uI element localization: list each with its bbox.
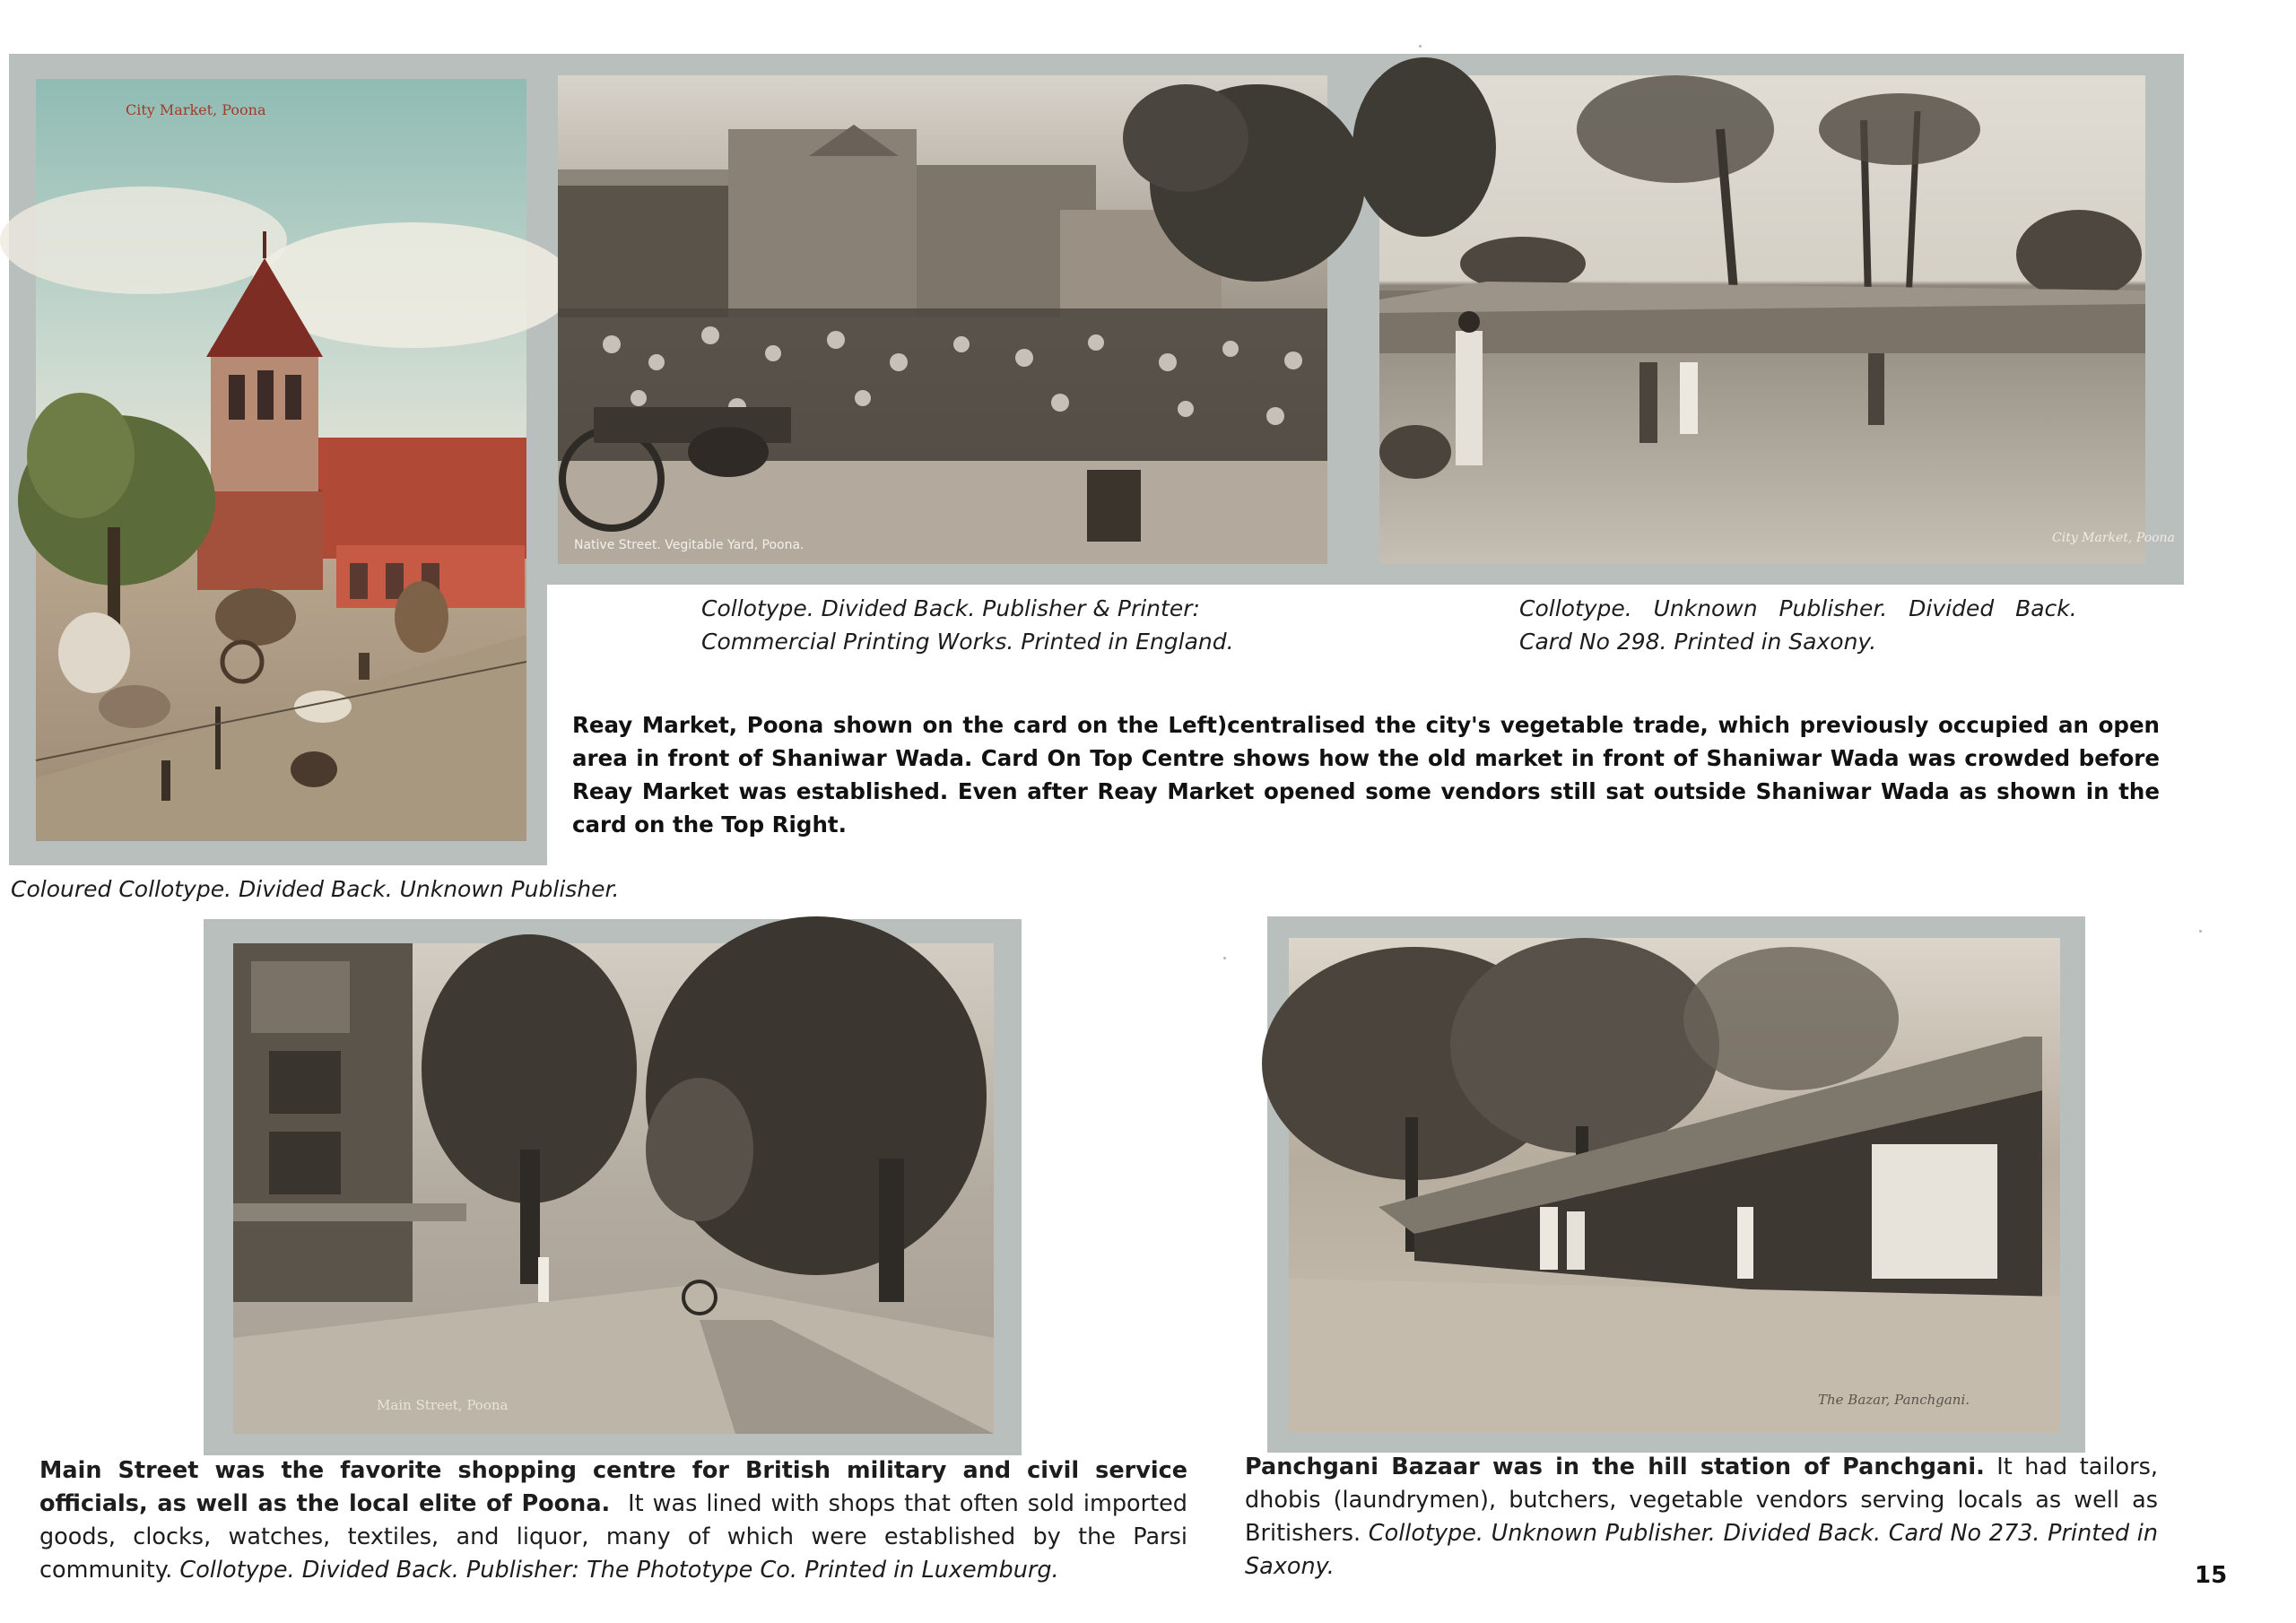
page-number: 15 [2195,1562,2228,1589]
panchgani-printed-title: The Bazar, Panchgani. [1818,1392,1970,1408]
city-market-sepia-caption-line1: Collotype. Unknown Publisher. Divided Back. [1519,595,2077,621]
stray-mark [1419,45,1422,48]
stray-mark [2199,930,2202,933]
city-market-sepia-postcard [1379,75,2175,564]
city-market-sepia-caption-line2: Card No 298. Printed in Saxony. [1519,629,1877,655]
native-street-caption-line2: Commercial Printing Works. Printed in England. [701,629,1234,655]
panchgani-paragraph [1245,1451,2158,1584]
city-market-sepia-printed-title: City Market, Poona [2052,531,2175,545]
panchgani-paragraph-bold: Panchgani Bazaar was in the hill station of Panchgani. [1245,1454,1985,1480]
main-street-paragraph-bold: Main Street was the favorite shopping centre for British military and civil service officials, as well as the local elite of Poona. [39,1457,1187,1517]
native-street-caption [701,592,1311,658]
city-market-colour-caption: Coloured Collotype. Divided Back. Unknown Publisher. [11,876,620,902]
city-market-colour-printed-title: City Market, Poona [126,101,266,118]
main-street-paragraph-italic: Collotype. Divided Back. Publisher: The Phototype Co. Printed in Luxemburg. [172,1557,1059,1584]
panchgani-paragraph-italic: Collotype. Unknown Publisher. Divided Back. Card No 273. Printed in Saxony. [1245,1520,2158,1580]
main-street-paragraph [39,1454,1196,1587]
main-street-paragraph-regular: It was lined with shops that often sold imported goods, clocks, watches, textiles, and liquor, many of which were established by the Parsi community. [39,1490,1196,1584]
main-street-postcard [233,943,994,1434]
native-street-printed-title: Native Street. Vegitable Yard, Poona. [574,538,804,552]
reay-market-paragraph: Reay Market, Poona shown on the card on the Left)centralised the city's vegetable trade, which previously occupied an open area in front of Shaniwar Wada. Card On Top Centre shows how the old market in front of Shaniwar Wada was crowded before Reay Market was established. Even after Reay Market opened some vendors still sat outside Shaniwar Wada as shown in the card on the Top Right. [572,712,2160,838]
main-street-printed-title: Main Street, Poona [377,1397,509,1413]
native-street-postcard [558,75,1327,564]
panchgani-paragraph-regular: It had tailors, dhobis (laundrymen), butchers, vegetable vendors serving locals as well as Britishers. [1245,1454,2158,1547]
city-market-sepia-caption [1519,592,2084,658]
native-street-caption-line1: Collotype. Divided Back. Publisher & Printer: [701,595,1200,621]
stray-mark [1223,957,1226,959]
panchgani-bazaar-postcard [1289,938,2060,1433]
city-market-colour-postcard [36,79,526,841]
